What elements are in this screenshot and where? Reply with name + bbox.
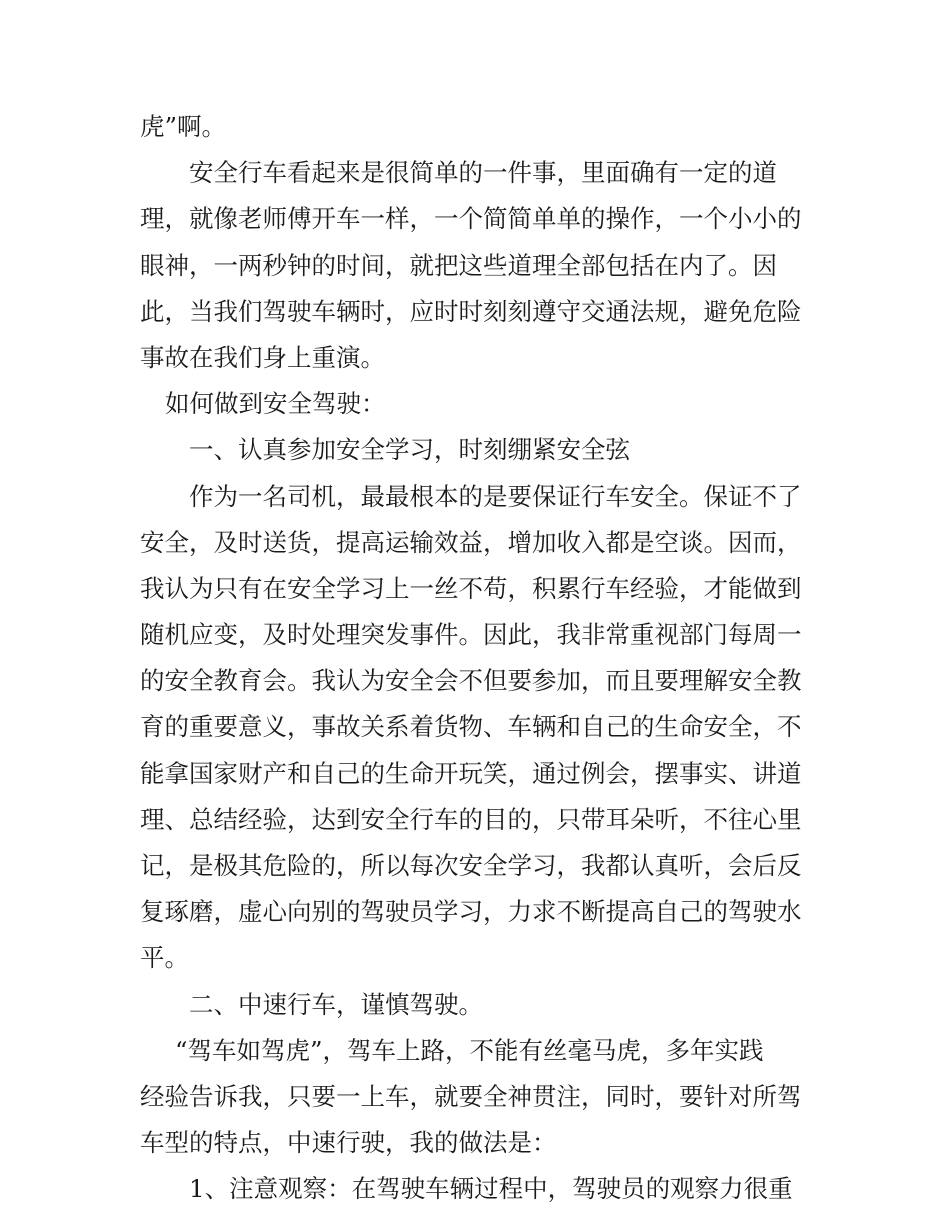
text-line: 平。 bbox=[140, 943, 189, 973]
text-line: 理、总结经验，达到安全行车的目的，只带耳朵听，不往心里 bbox=[140, 804, 802, 834]
text-line: 记，是极其危险的，所以每次安全学习，我都认真听，会后反 bbox=[140, 851, 802, 880]
text-line: 事故在我们身上重演。 bbox=[140, 342, 385, 372]
section-heading: 如何做到安全驾驶： bbox=[165, 389, 386, 419]
text-line: 育的重要意义，事故关系着货物、车辆和自己的生命安全，不 bbox=[140, 712, 802, 742]
text-line: 安全，及时送货，提高运输效益，增加收入都是空谈。因而， bbox=[140, 527, 802, 557]
text-line: 我认为只有在安全学习上一丝不苟，积累行车经验，才能做到 bbox=[140, 573, 802, 603]
text-line: 此，当我们驾驶车辆时，应时时刻刻遵守交通法规，避免危险 bbox=[140, 296, 802, 326]
text-line: 随机应变，及时处理突发事件。因此，我非常重视部门每周一 bbox=[140, 620, 802, 650]
text-line: 能拿国家财产和自己的生命开玩笑，通过例会，摆事实、讲道 bbox=[140, 758, 802, 788]
subsection-heading: 二、中速行车，谨慎驾驶。 bbox=[189, 989, 483, 1019]
subsection-heading: 一、认真参加安全学习，时刻绷紧安全弦 bbox=[189, 435, 630, 465]
text-line: 理，就像老师傅开车一样，一个简简单单的操作，一个小小的 bbox=[140, 204, 802, 234]
paragraph-start-line: 作为一名司机，最最根本的是要保证行车安全。保证不了 bbox=[189, 481, 802, 511]
text-line: 眼神，一两秒钟的时间，就把这些道理全部包括在内了。因 bbox=[140, 250, 777, 280]
text-line: 复琢磨，虚心向别的驾驶员学习，力求不断提高自己的驾驶水 bbox=[140, 897, 802, 927]
paragraph-start-line: “驾车如驾虎”，驾车上路，不能有丝毫马虎，多年实践 bbox=[175, 1035, 764, 1065]
text-line: 经验告诉我，只要一上车，就要全神贯注，同时，要针对所驾 bbox=[140, 1081, 802, 1111]
list-item-line: 1、注意观察：在驾驶车辆过程中，驾驶员的观察力很重 bbox=[189, 1174, 793, 1204]
paragraph-start-line: 安全行车看起来是很简单的一件事，里面确有一定的道 bbox=[189, 158, 777, 188]
text-line: 车型的特点，中速行驶，我的做法是： bbox=[140, 1128, 557, 1158]
document-body bbox=[140, 104, 820, 1213]
text-line: 虎”啊。 bbox=[140, 112, 227, 141]
text-line: 的安全教育会。我认为安全会不但要参加，而且要理解安全教 bbox=[140, 666, 802, 696]
